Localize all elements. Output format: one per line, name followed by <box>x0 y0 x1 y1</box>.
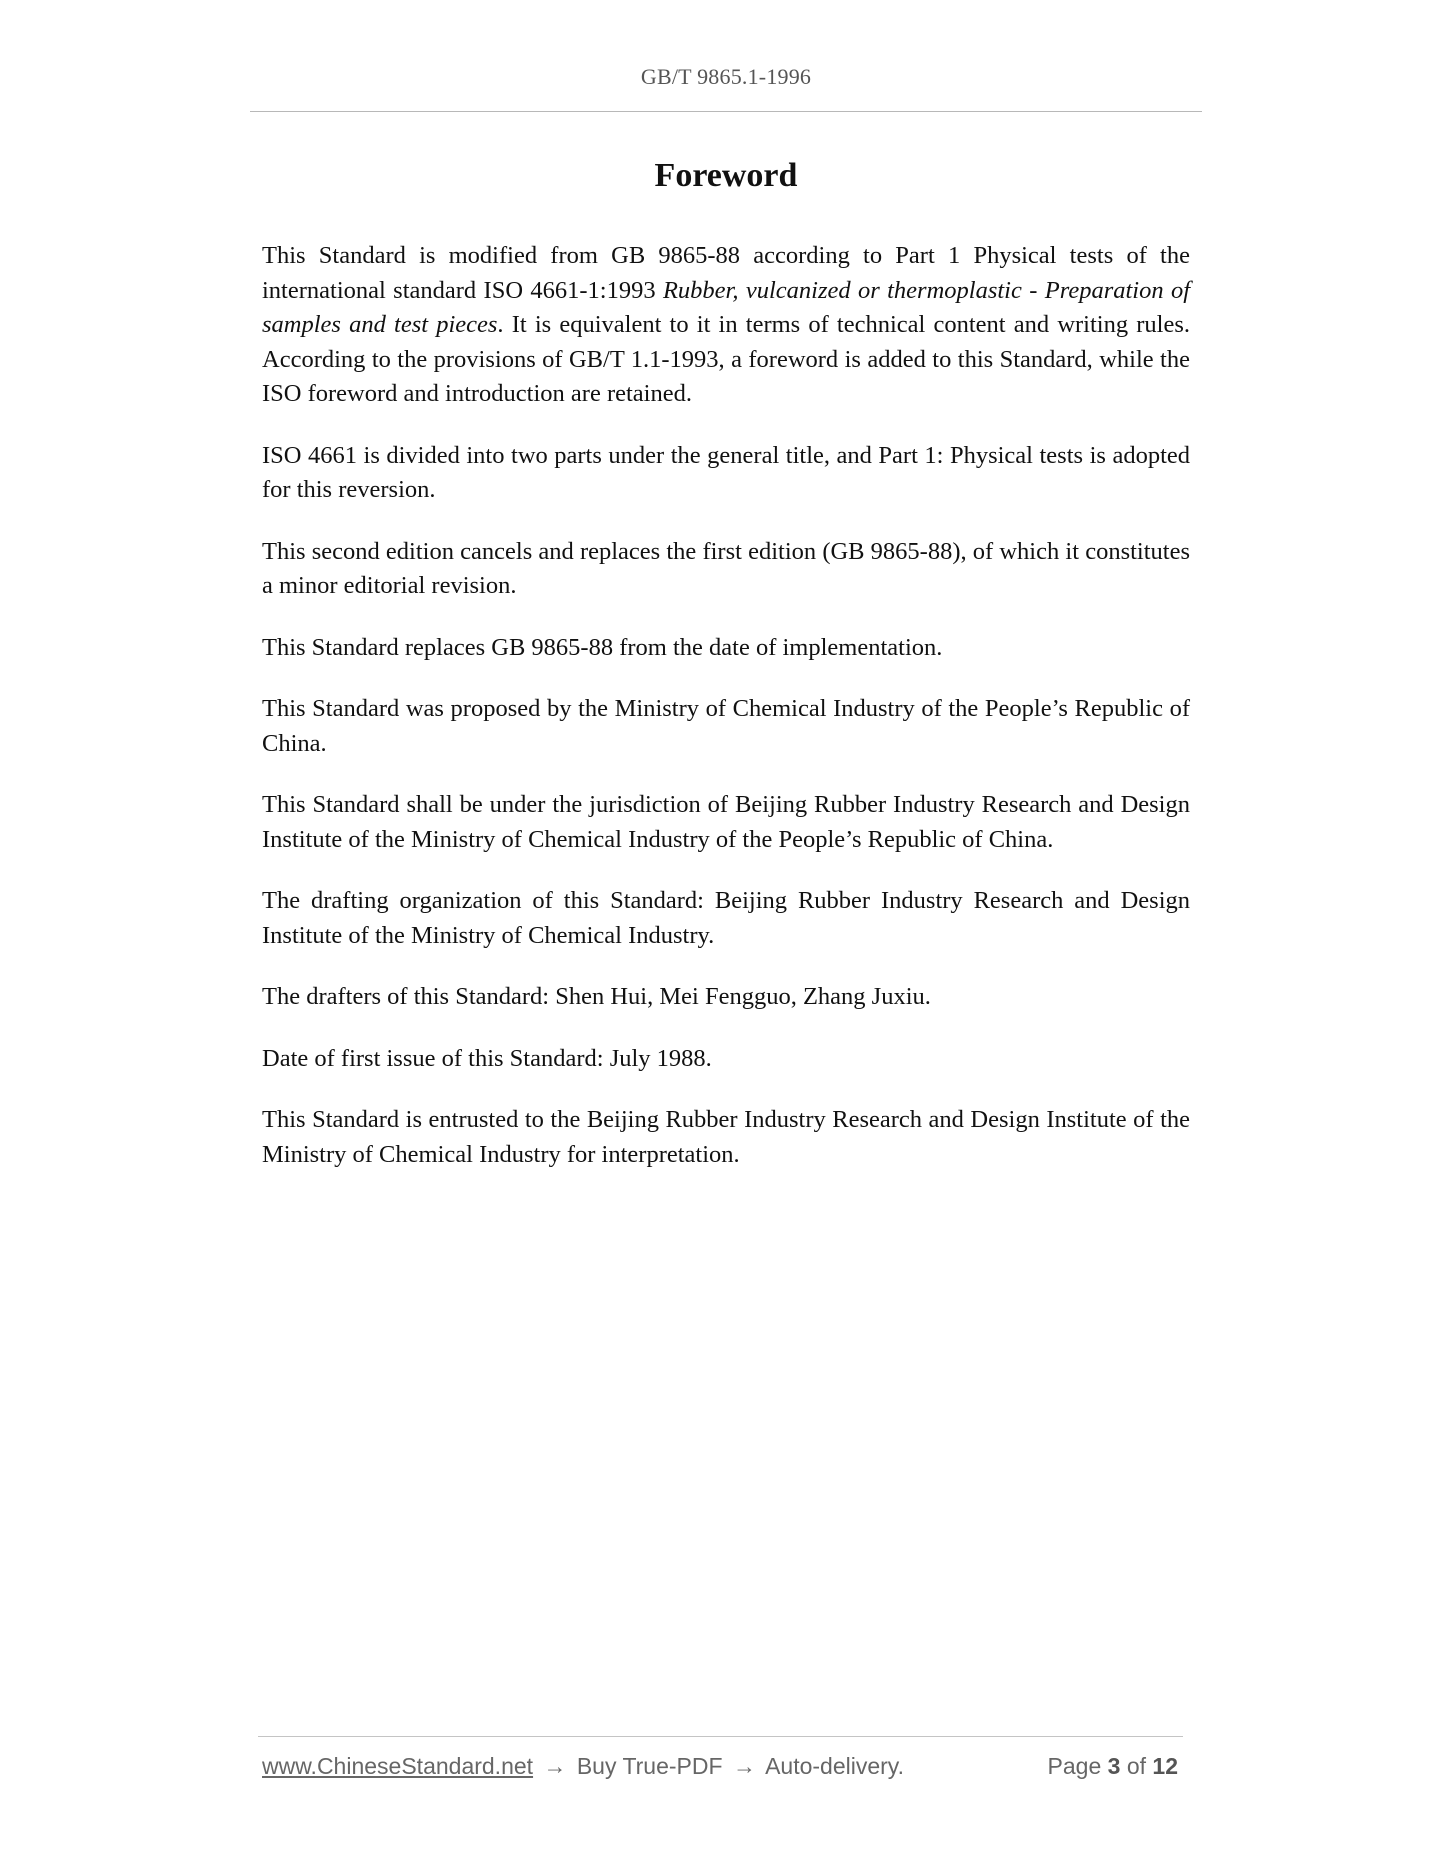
page-footer <box>262 1753 1182 1789</box>
header-divider <box>250 111 1202 112</box>
paragraph-1-italic-title: Rubber, vulcanized or thermoplastic - Preparation of samples and test pieces <box>262 276 1191 338</box>
page-current: 3 <box>1107 1753 1121 1779</box>
paragraph-2: ISO 4661 is divided into two parts under the general title, and Part 1: Physical tests is adopted for this reversion. <box>262 441 1190 503</box>
footer-promo <box>262 1753 904 1780</box>
paragraph-8: The drafters of this Standard: Shen Hui, Mei Fengguo, Zhang Juxiu. <box>262 983 931 1010</box>
page-title: Foreword <box>654 157 798 194</box>
buy-true-pdf-text: Buy True-PDF <box>576 1753 723 1779</box>
page-of-label: of <box>1126 1753 1147 1779</box>
arrow-right-icon: → <box>732 1753 756 1779</box>
paragraph-3: This second edition cancels and replaces the first edition (GB 9865-88), of which it constitutes a minor editorial revision. <box>262 537 1190 599</box>
paragraph-6: This Standard shall be under the jurisdiction of Beijing Rubber Industry Research and Design Institute of the Ministry of Chemical Industry of the People’s Republic of China. <box>262 791 1190 853</box>
arrow-right-icon: → <box>543 1753 567 1779</box>
auto-delivery-text: Auto-delivery. <box>765 1753 904 1779</box>
page-total: 12 <box>1152 1753 1178 1779</box>
page-label: Page <box>1047 1753 1102 1779</box>
paragraph-7: The drafting organization of this Standard: Beijing Rubber Industry Research and Design Institute of the Ministry of Chemical Industry. <box>262 887 1190 949</box>
site-link[interactable]: www.ChineseStandard.net <box>262 1753 534 1779</box>
paragraph-5: This Standard was proposed by the Ministry of Chemical Industry of the People’s Republic of China. <box>262 695 1190 757</box>
footer-divider <box>258 1736 1183 1737</box>
page-number <box>1048 1753 1178 1780</box>
paragraph-10: This Standard is entrusted to the Beijing Rubber Industry Research and Design Institute of the Ministry of Chemical Industry for interpretation. <box>262 1106 1190 1168</box>
paragraph-1-text-b: . It is equivalent to it in terms of technical content and writing rules. According to the provisions of GB/T 1.1-1993, a foreword is added to this Standard, while the ISO foreword and introduction are retained. <box>262 311 1190 407</box>
foreword-body <box>262 239 1190 1199</box>
running-header: GB/T 9865.1-1996 <box>640 64 812 89</box>
paragraph-4: This Standard replaces GB 9865-88 from the date of implementation. <box>262 633 943 661</box>
paragraph-1-text-a: This Standard is modified from GB 9865-88 according to Part 1 Physical tests of the international standard ISO 4661-1:1993 <box>262 242 1190 304</box>
paragraph-9: Date of first issue of this Standard: July 1988. <box>262 1044 712 1072</box>
paragraph-1 <box>262 239 1190 412</box>
